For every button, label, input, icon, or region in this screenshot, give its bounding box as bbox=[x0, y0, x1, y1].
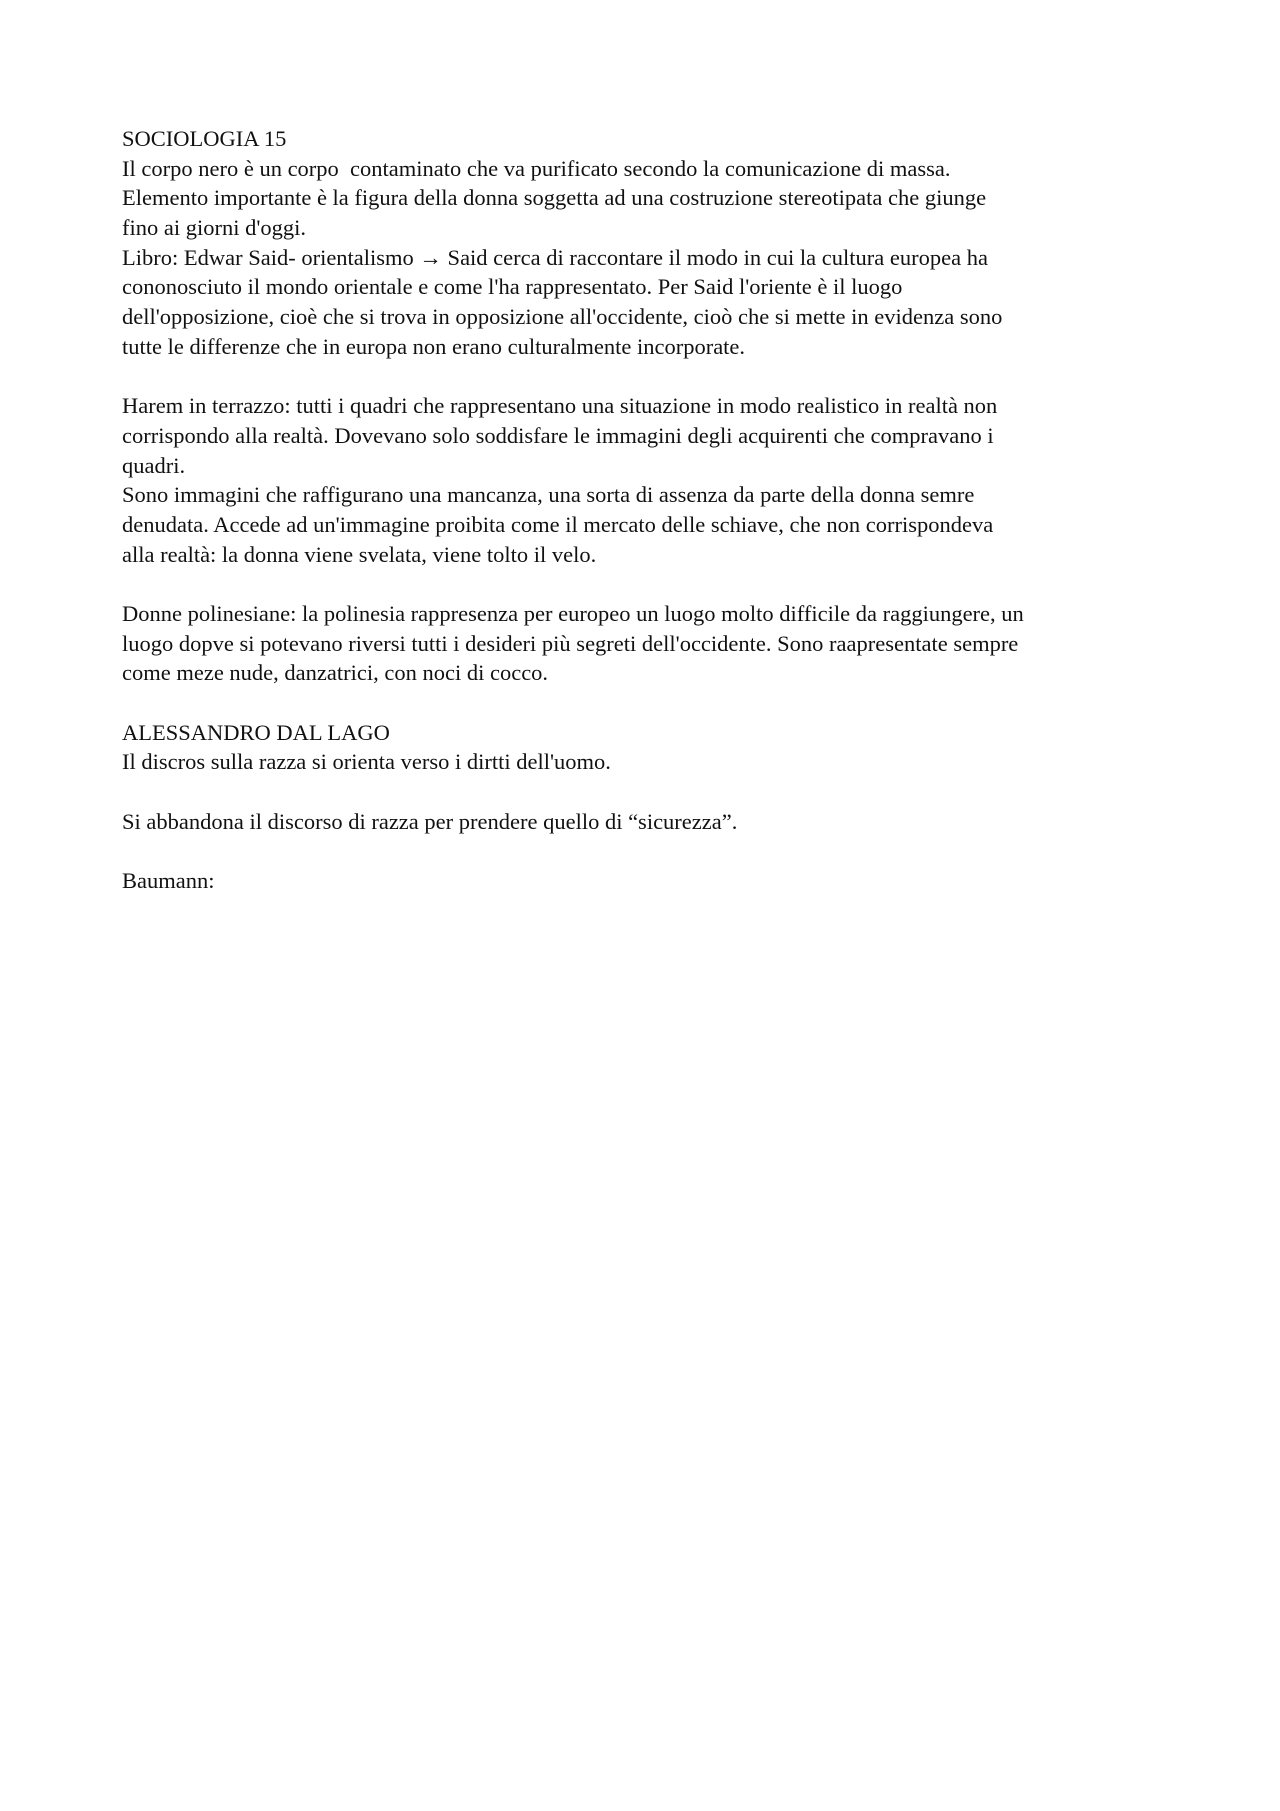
paragraph-spacer bbox=[122, 777, 1172, 807]
section-heading: ALESSANDRO DAL LAGO bbox=[122, 719, 390, 745]
text-line: come meze nude, danzatrici, con noci di cocco. bbox=[122, 660, 549, 686]
text-line: Il discros sulla razza si orienta verso i dirtti dell'uomo. bbox=[122, 749, 611, 775]
paragraph-spacer bbox=[122, 362, 1172, 392]
text-line: tutte le differenze che in europa non erano culturalmente incorporate. bbox=[122, 333, 746, 359]
paragraph-baumann bbox=[122, 866, 1172, 896]
text-line: Il corpo nero è un corpo contaminato che va purificato secondo la comunicazione di massa. bbox=[122, 155, 951, 181]
text-line: luogo dopve si potevano riversi tutti i desideri più segreti dell'occidente. Sono raapresentate sempre bbox=[122, 630, 1019, 656]
document-body bbox=[122, 124, 1172, 896]
text-line: fino ai giorni d'oggi. bbox=[122, 215, 307, 241]
paragraph-dal-lago bbox=[122, 718, 1172, 777]
text-line: Elemento importante è la figura della donna soggetta ad una costruzione stereotipata che giunge bbox=[122, 185, 987, 211]
text-line: Si abbandona il discorso di razza per prendere quello di “sicurezza”. bbox=[122, 808, 738, 834]
paragraph-spacer bbox=[122, 569, 1172, 599]
text-line: Baumann: bbox=[122, 868, 215, 894]
paragraph-polynesia bbox=[122, 599, 1172, 688]
text-line: denudata. Accede ad un'immagine proibita come il mercato delle schiave, che non corrispondeva bbox=[122, 511, 994, 537]
paragraph-harem bbox=[122, 391, 1172, 569]
text-line: corrispondo alla realtà. Dovevano solo soddisfare le immagini degli acquirenti che compravano i bbox=[122, 422, 994, 448]
document-title: SOCIOLOGIA 15 bbox=[122, 126, 287, 151]
text-line: Harem in terrazzo: tutti i quadri che rappresentano una situazione in modo realistico in realtà non bbox=[122, 393, 998, 419]
paragraph-spacer bbox=[122, 688, 1172, 718]
paragraph-intro bbox=[122, 124, 1172, 362]
text-line: alla realtà: la donna viene svelata, viene tolto il velo. bbox=[122, 541, 597, 567]
text-line: cononosciuto il mondo orientale e come l'ha rappresentato. Per Said l'oriente è il luogo bbox=[122, 274, 903, 300]
paragraph-security bbox=[122, 807, 1172, 837]
text-line: Donne polinesiane: la polinesia rappresenza per europeo un luogo molto difficile da raggiungere, un bbox=[122, 601, 1024, 626]
text-line: quadri. bbox=[122, 452, 186, 478]
text-line: Sono immagini che raffigurano una mancanza, una sorta di assenza da parte della donna semre bbox=[122, 482, 975, 508]
paragraph-spacer bbox=[122, 837, 1172, 867]
text-line: Libro: Edwar Said- orientalismo → Said cerca di raccontare il modo in cui la cultura europea ha bbox=[122, 244, 988, 270]
text-line: dell'opposizione, cioè che si trova in opposizione all'occidente, cioò che si mette in evidenza sono bbox=[122, 304, 1003, 330]
